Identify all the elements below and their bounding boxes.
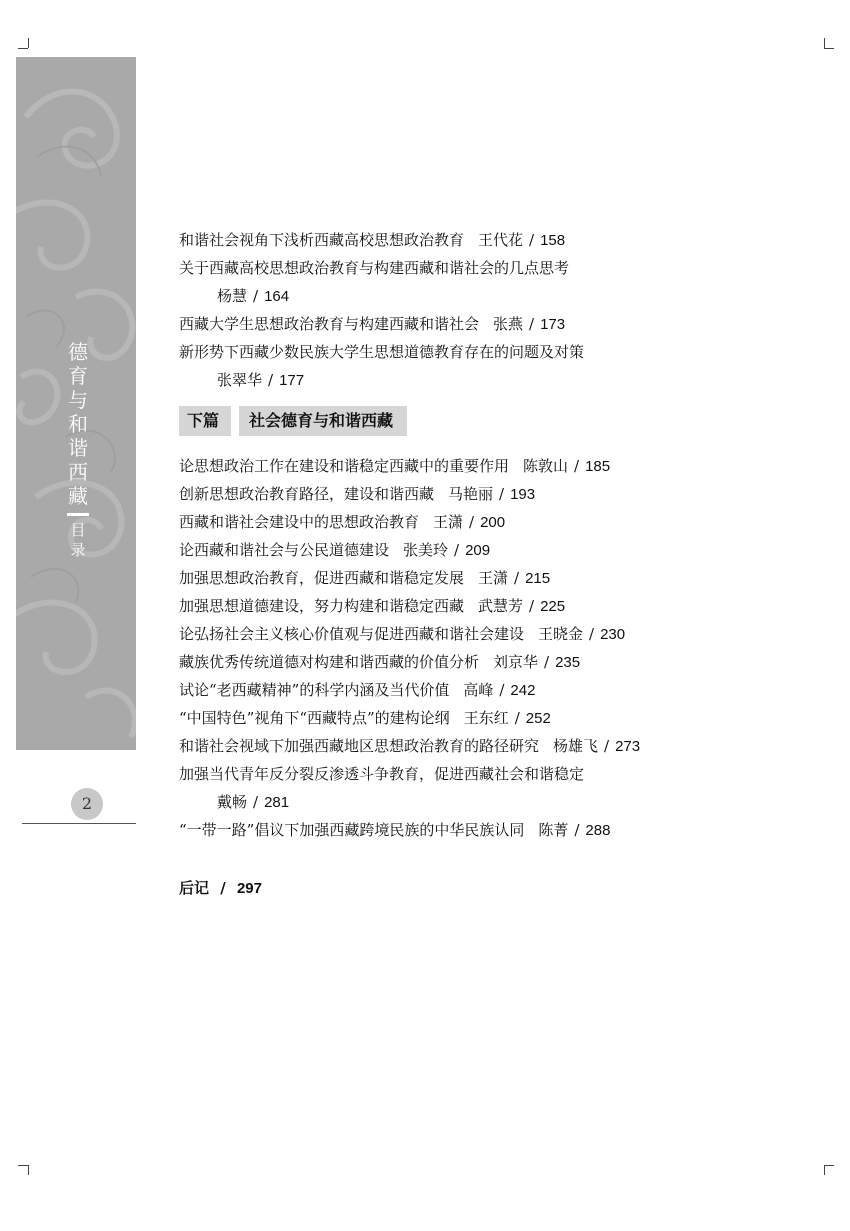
toc-entry-page: 185: [585, 458, 611, 475]
toc-entry-page: 215: [525, 570, 551, 587]
toc-entry[interactable]: [179, 732, 819, 760]
toc-entry-page: 252: [525, 710, 551, 727]
side-title-divider: [67, 513, 89, 516]
toc-entry-page: 230: [600, 626, 626, 643]
toc-entry[interactable]: [179, 338, 819, 366]
page-number-rule: [22, 823, 136, 824]
toc-entry[interactable]: [179, 816, 819, 844]
toc-entry-title: 关于西藏高校思想政治教育与构建西藏和谐社会的几点思考: [179, 259, 570, 277]
section-part-label: 下篇: [179, 406, 231, 436]
toc-entry-author: 张美玲: [403, 541, 449, 559]
crop-mark-top-right: [818, 38, 838, 58]
toc-entry-title: “中国特色”视角下“西藏特点”的建构论纲: [179, 709, 450, 727]
side-title-char: 西: [68, 460, 88, 484]
toc-entry[interactable]: [179, 564, 819, 592]
toc-part-2: [179, 452, 819, 844]
toc-entry-title: 论思想政治工作在建设和谐稳定西藏中的重要作用: [179, 457, 510, 475]
toc-entry-page: 158: [540, 232, 566, 249]
side-running-title: [64, 340, 92, 560]
toc-entry[interactable]: [179, 788, 819, 816]
toc-entry-author: 张燕: [493, 315, 524, 333]
toc-separator: /: [514, 569, 520, 587]
toc-entry-page: 242: [510, 682, 536, 699]
postscript-entry[interactable]: [179, 874, 262, 903]
toc-entry-page: 193: [510, 486, 536, 503]
side-title-char: 育: [68, 364, 88, 388]
toc-separator: /: [544, 653, 550, 671]
toc-entry[interactable]: [179, 508, 819, 536]
toc-entry[interactable]: [179, 648, 819, 676]
toc-entry-title: “一带一路”倡议下加强西藏跨境民族的中华民族认同: [179, 821, 525, 839]
toc-entry[interactable]: [179, 592, 819, 620]
toc-entry[interactable]: [179, 226, 819, 254]
toc-entry[interactable]: [179, 366, 819, 394]
section-name: 社会德育与和谐西藏: [239, 406, 407, 436]
toc-entry[interactable]: [179, 760, 819, 788]
toc-entry-author: 刘京华: [493, 653, 539, 671]
toc-entry-page: 200: [480, 514, 506, 531]
toc-entry-author: 杨慧: [217, 287, 248, 305]
side-subtitle: [70, 520, 85, 560]
toc-entry-page: 288: [585, 822, 611, 839]
toc-separator: /: [529, 597, 535, 615]
toc-entry-title: 西藏大学生思想政治教育与构建西藏和谐社会: [179, 315, 480, 333]
toc-entry-author: 陈敦山: [523, 457, 569, 475]
toc-entry-author: 陈菁: [538, 821, 569, 839]
toc-entry-title: 创新思想政治教育路径，建设和谐西藏: [179, 485, 435, 503]
toc-entry-title: 新形势下西藏少数民族大学生思想道德教育存在的问题及对策: [179, 343, 585, 361]
toc-entry-author: 戴畅: [217, 793, 248, 811]
side-subtitle-char: 目: [70, 521, 86, 539]
side-title-char: 与: [68, 388, 88, 412]
toc-entry-author: 杨雄飞: [553, 737, 599, 755]
toc-entry-page: 273: [615, 738, 641, 755]
crop-mark-top-left: [18, 38, 38, 58]
side-title-char: 德: [68, 340, 88, 364]
toc-entry[interactable]: [179, 480, 819, 508]
toc-entry-title: 论弘扬社会主义核心价值观与促进西藏和谐社会建设: [179, 625, 525, 643]
toc-entry-title: 试论“老西藏精神”的科学内涵及当代价值: [179, 681, 450, 699]
toc-separator: /: [454, 541, 460, 559]
toc-entry-author: 马艳丽: [448, 485, 494, 503]
toc-entry-page: 164: [264, 288, 290, 305]
page-number: 2: [71, 788, 103, 820]
toc-entry-author: 王晓金: [538, 625, 584, 643]
toc-entry-page: 235: [555, 654, 581, 671]
toc-entry[interactable]: [179, 704, 819, 732]
toc-separator: /: [253, 287, 259, 305]
crop-mark-bottom-right: [818, 1165, 838, 1185]
toc-entry[interactable]: [179, 676, 819, 704]
toc-entry-title: 和谐社会视角下浅析西藏高校思想政治教育: [179, 231, 465, 249]
toc-separator: /: [604, 737, 610, 755]
toc-separator: /: [529, 231, 535, 249]
postscript-page: 297: [236, 880, 262, 897]
side-title-char: 和: [68, 412, 88, 436]
toc-part-1: [179, 226, 819, 394]
postscript-label: 后记: [179, 879, 210, 897]
crop-mark-bottom-left: [18, 1165, 38, 1185]
toc-entry-title: 论西藏和谐社会与公民道德建设: [179, 541, 390, 559]
side-title-char: 藏: [68, 484, 88, 508]
toc-separator: /: [469, 513, 475, 531]
toc-entry[interactable]: [179, 452, 819, 480]
toc-entry-title: 西藏和谐社会建设中的思想政治教育: [179, 513, 420, 531]
toc-separator: /: [529, 315, 535, 333]
side-subtitle-char: 录: [70, 541, 86, 559]
toc-entry-page: 209: [465, 542, 491, 559]
toc-entry-title: 和谐社会视域下加强西藏地区思想政治教育的路径研究: [179, 737, 540, 755]
toc-separator: /: [589, 625, 595, 643]
toc-entry-author: 王代花: [478, 231, 524, 249]
toc-entry-title: 加强思想政治教育，促进西藏和谐稳定发展: [179, 569, 465, 587]
toc-entry[interactable]: [179, 536, 819, 564]
toc-entry-page: 225: [540, 598, 566, 615]
toc-separator: /: [499, 485, 505, 503]
toc-entry-author: 王东红: [463, 709, 509, 727]
toc-separator: /: [574, 457, 580, 475]
toc-separator: /: [268, 371, 274, 389]
toc-entry-author: 武慧芳: [478, 597, 524, 615]
toc-separator: /: [574, 821, 580, 839]
toc-entry-title: 加强当代青年反分裂反渗透斗争教育，促进西藏社会和谐稳定: [179, 765, 585, 783]
toc-entry-title: 藏族优秀传统道德对构建和谐西藏的价值分析: [179, 653, 480, 671]
side-title-char: 谐: [68, 436, 88, 460]
toc-entry-author: 高峰: [463, 681, 494, 699]
toc-entry-title: 加强思想道德建设，努力构建和谐稳定西藏: [179, 597, 465, 615]
toc-entry[interactable]: [179, 254, 819, 282]
toc-entry-author: 张翠华: [217, 371, 263, 389]
toc-separator: /: [499, 681, 505, 699]
toc-entry-author: 王潇: [433, 513, 464, 531]
toc-entry[interactable]: [179, 310, 819, 338]
toc-entry-author: 王潇: [478, 569, 509, 587]
toc-entry-page: 173: [540, 316, 566, 333]
toc-entry[interactable]: [179, 282, 819, 310]
toc-entry[interactable]: [179, 620, 819, 648]
toc-entry-page: 281: [264, 794, 290, 811]
section-heading: [179, 406, 407, 436]
toc-separator: /: [220, 879, 226, 897]
toc-separator: /: [514, 709, 520, 727]
toc-separator: /: [253, 793, 259, 811]
toc-entry-page: 177: [279, 372, 305, 389]
